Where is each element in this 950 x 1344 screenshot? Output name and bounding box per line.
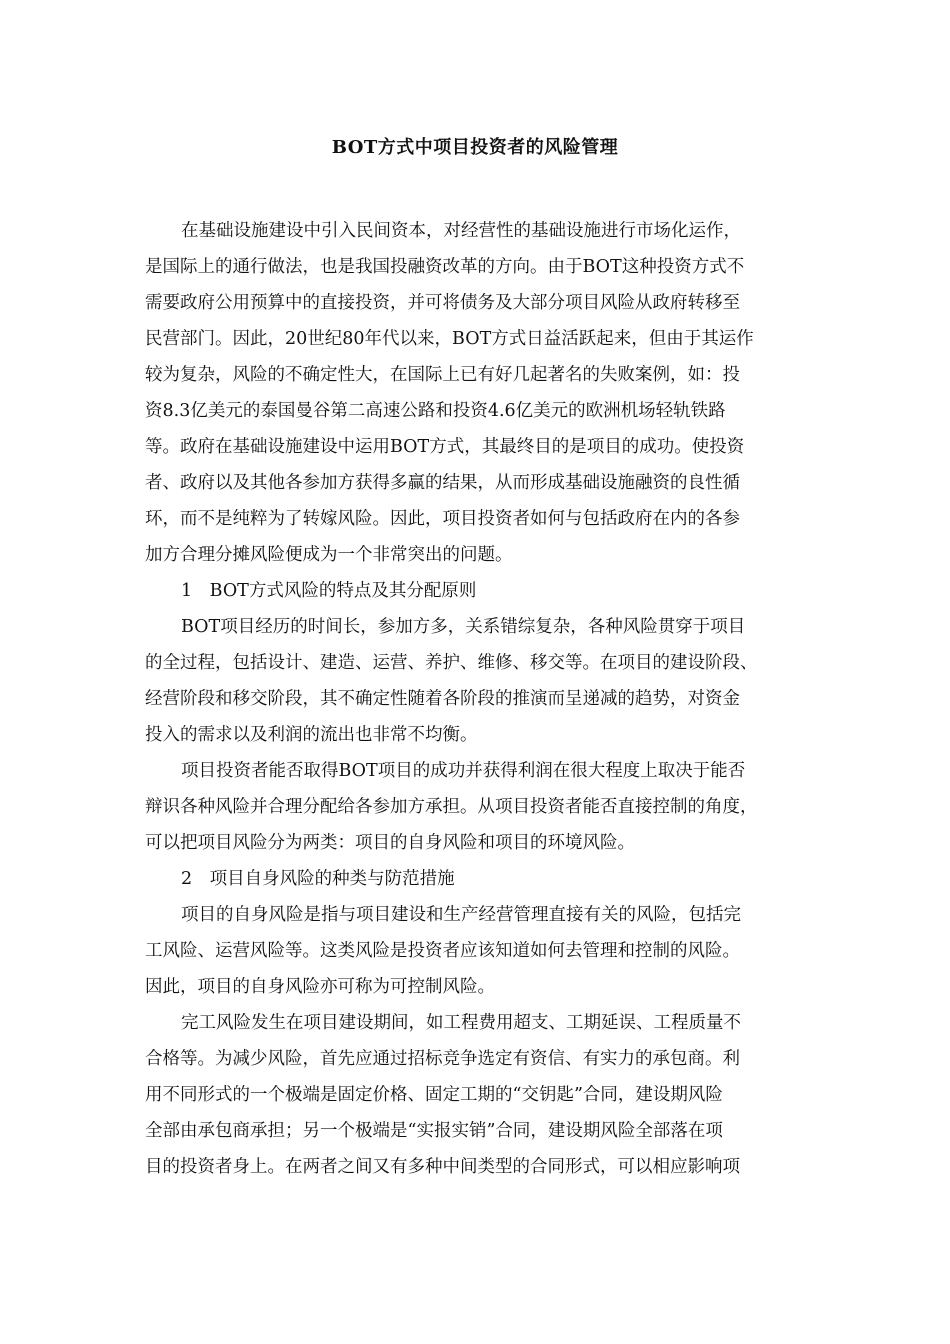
text-line: 等。政府在基础设施建设中运用BOT方式，其最终目的是项目的成功。使投资 — [145, 437, 745, 457]
text-line: 2 项目自身风险的种类与防范措施 — [181, 869, 455, 889]
text-line: 工风险、运营风险等。这类风险是投资者应该知道如何去管理和控制的风险。 — [145, 941, 740, 961]
text-line: 资8.3亿美元的泰国曼谷第二高速公路和投资4.6亿美元的欧洲机场轻轨铁路 — [145, 401, 726, 421]
text-line: 完工风险发生在项目建设期间，如工程费用超支、工期延误、工程质量不 — [181, 1013, 741, 1033]
text-line: 在基础设施建设中引入民间资本，对经营性的基础设施进行市场化运作， — [181, 221, 741, 241]
text-line: 经营阶段和移交阶段，其不确定性随着各阶段的推演而呈递减的趋势，对资金 — [145, 689, 740, 709]
text-line: 1 BOT方式风险的特点及其分配原则 — [181, 581, 477, 601]
text-line: 用不同形式的一个极端是固定价格、固定工期的“交钥匙”合同，建设期风险 — [145, 1085, 723, 1105]
text-line: 是国际上的通行做法，也是我国投融资改革的方向。由于BOT这种投资方式不 — [145, 257, 745, 277]
text-line: 需要政府公用预算中的直接投资，并可将债务及大部分项目风险从政府转移至 — [145, 293, 740, 313]
text-line: 者、政府以及其他各参加方获得多赢的结果，从而形成基础设施融资的良性循 — [145, 473, 740, 493]
text-line: 民营部门。因此，20世纪80年代以来，BOT方式日益活跃起来，但由于其运作 — [145, 329, 754, 349]
text-line: 辩识各种风险并合理分配给各参加方承担。从项目投资者能否直接控制的角度， — [145, 797, 758, 817]
text-line: 项目投资者能否取得BOT项目的成功并获得利润在很大程度上取决于能否 — [181, 761, 746, 781]
text-line: 加方合理分摊风险便成为一个非常突出的问题。 — [145, 545, 513, 565]
text-line: 可以把项目风险分为两类：项目的自身风险和项目的环境风险。 — [145, 833, 635, 853]
document-title: BOT方式中项目投资者的风险管理 — [331, 137, 619, 158]
text-line: 较为复杂，风险的不确定性大，在国际上已有好几起著名的失败案例，如：投 — [145, 365, 740, 385]
text-line: 项目的自身风险是指与项目建设和生产经营管理直接有关的风险，包括完 — [181, 905, 741, 925]
text-line: 环，而不是纯粹为了转嫁风险。因此，项目投资者如何与包括政府在内的各参 — [145, 509, 740, 529]
text-line: 的全过程，包括设计、建造、运营、养护、维修、移交等。在项目的建设阶段、 — [145, 653, 758, 673]
text-line: BOT项目经历的时间长，参加方多，关系错综复杂，各种风险贯穿于项目 — [181, 617, 746, 637]
text-line: 投入的需求以及利润的流出也非常不均衡。 — [145, 725, 478, 745]
text-line: 合格等。为减少风险，首先应通过招标竞争选定有资信、有实力的承包商。利 — [145, 1049, 740, 1069]
document-body — [145, 213, 810, 1185]
text-line: 全部由承包商承担；另一个极端是“实报实销”合同，建设期风险全部落在项 — [145, 1121, 723, 1141]
text-line: 因此，项目的自身风险亦可称为可控制风险。 — [145, 977, 495, 997]
text-line: 目的投资者身上。在两者之间又有多种中间类型的合同形式，可以相应影响项 — [145, 1157, 740, 1177]
